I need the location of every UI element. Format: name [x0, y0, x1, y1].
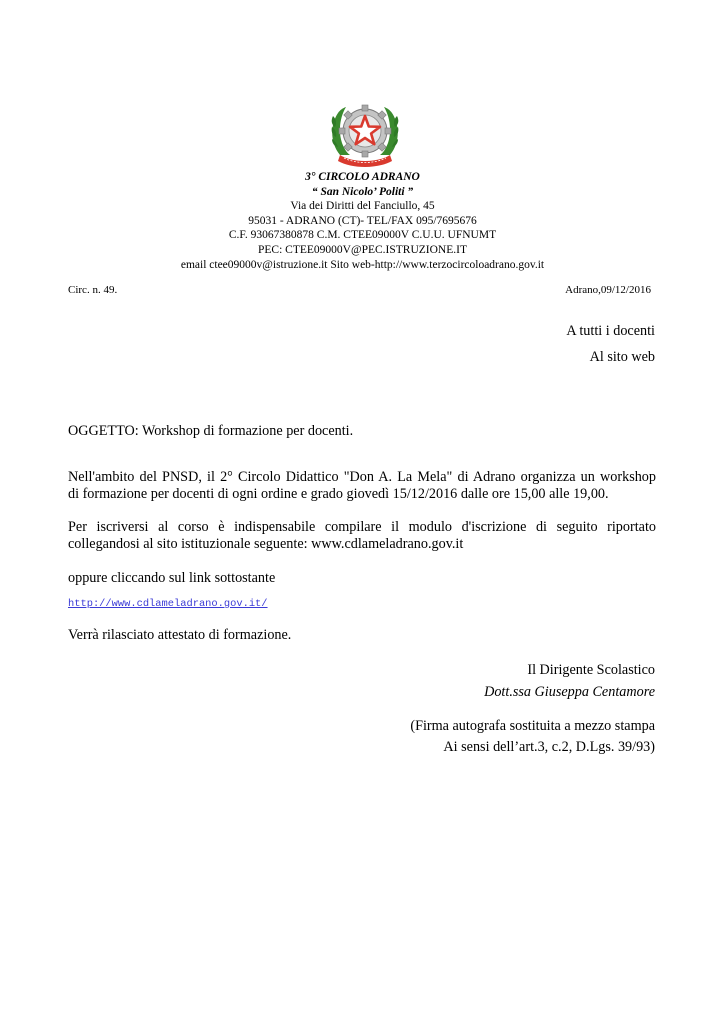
- school-subtitle: “ San Nicolo’ Politi ”: [311, 185, 414, 198]
- school-address: Via dei Diritti del Fanciullo, 45: [290, 200, 435, 213]
- date-place: Adrano,09/12/2016: [565, 284, 651, 296]
- school-codes: C.F. 93067380878 C.M. CTEE09000V C.U.U. UFNUMT: [228, 229, 497, 242]
- signature-role: Il Dirigente Scolastico: [527, 662, 655, 678]
- school-letterhead: [0, 170, 725, 272]
- school-pec: PEC: CTEE09000V@PEC.ISTRUZIONE.IT: [258, 243, 467, 256]
- signature-note-line1: (Firma autografa sostituita a mezzo stampa: [410, 718, 655, 734]
- signature-name: Dott.ssa Giuseppa Centamore: [484, 684, 655, 700]
- school-email-web: email ctee09000v@istruzione.it Sito web-http://www.terzocircoloadrano.gov.it: [180, 258, 545, 271]
- recipient-website: Al sito web: [589, 349, 655, 365]
- paragraph-line: di formazione per docenti di ogni ordine e grado giovedì 15/12/2016 dalle ore 15,00 alle 19,00.: [68, 486, 609, 502]
- paragraph-line: Per iscriversi al corso è indispensabile compilare il modulo d'iscrizione di seguito riportato: [68, 519, 656, 535]
- paragraph-line: collegandosi al sito istituzionale seguente: www.cdlameladrano.gov.it: [68, 536, 464, 552]
- paragraph-link-intro: oppure cliccando sul link sottostante: [68, 570, 276, 586]
- paragraph-registration: [68, 519, 656, 553]
- paragraph-workshop-announcement: [68, 469, 656, 503]
- paragraph-certificate: Verrà rilasciato attestato di formazione.: [68, 627, 292, 643]
- subject-line: OGGETTO: Workshop di formazione per docenti.: [68, 423, 354, 439]
- circular-number: Circ. n. 49.: [68, 284, 118, 296]
- school-city-phone: 95031 - ADRANO (CT)- TEL/FAX 095/7695676: [248, 214, 477, 227]
- paragraph-line: Nell'ambito del PNSD, il 2° Circolo Didattico "Don A. La Mela" di Adrano organizza un workshop: [68, 469, 656, 485]
- recipient-teachers: A tutti i docenti: [566, 323, 655, 339]
- signature-note-line2: Ai sensi dell’art.3, c.2, D.Lgs. 39/93): [443, 739, 655, 755]
- school-name: 3° CIRCOLO ADRANO: [305, 171, 420, 183]
- italian-republic-emblem-icon: [326, 97, 404, 171]
- registration-link[interactable]: http://www.cdlameladrano.gov.it/: [68, 598, 268, 610]
